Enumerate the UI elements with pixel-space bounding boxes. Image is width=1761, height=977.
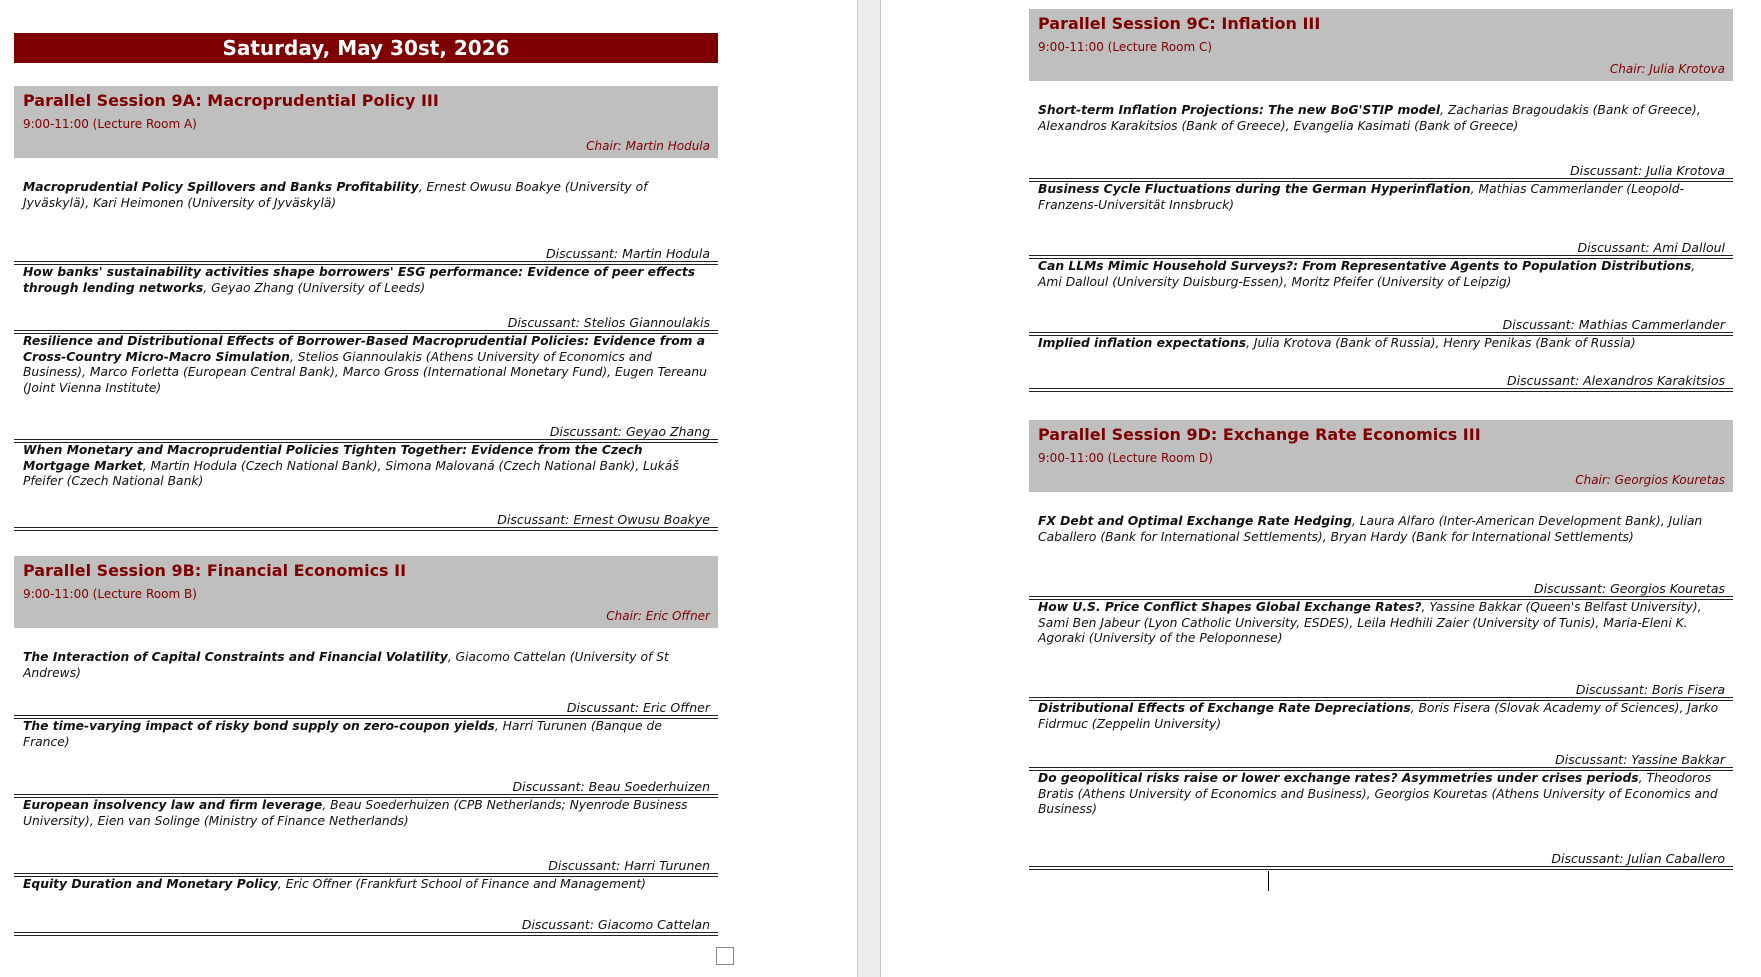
paper-entry <box>23 443 707 490</box>
session-header-9d <box>1029 420 1733 492</box>
paper-title: Can LLMs Mimic Household Surveys?: From Representative Agents to Population Distributions <box>1038 259 1692 273</box>
session-title: Parallel Session 9C: Inflation III <box>1038 14 1321 33</box>
paper-authors: , Martin Hodula (Czech National Bank), Simona Malovaná (Czech National Bank), Lukáš Pfeifer (Czech National Bank) <box>23 458 679 489</box>
divider-rule <box>1029 388 1733 392</box>
discussant-label: Discussant: Julia Krotova <box>1570 163 1725 178</box>
paper-title: Resilience and Distributional Effects of Borrower-Based Macroprudential Policies: Evidence from a Cross-Country Micro-Macro Simulation <box>23 334 706 364</box>
discussant-label: Discussant: Stelios Giannoulakis <box>507 315 710 330</box>
paper-entry <box>23 798 707 829</box>
paper-authors: , Harri Turunen (Banque de France) <box>23 719 662 749</box>
session-time: 9:00-11:00 (Lecture Room C) <box>1038 40 1213 54</box>
paper-title: Equity Duration and Monetary Policy <box>23 877 278 891</box>
paper-authors: , Eric Offner (Frankfurt School of Finance and Management) <box>277 877 646 891</box>
paper-authors: , Julia Krotova (Bank of Russia), Henry Penikas (Bank of Russia) <box>1246 336 1636 350</box>
date-banner: Saturday, May 30st, 2026 <box>14 33 718 63</box>
paper-entry <box>23 334 707 396</box>
session-time: 9:00-11:00 (Lecture Room B) <box>23 587 197 601</box>
discussant-label: Discussant: Boris Fisera <box>1575 682 1725 697</box>
paper-entry <box>1038 514 1722 545</box>
paper-title: European insolvency law and firm leverage <box>23 798 323 812</box>
paper-title: How banks' sustainability activities shape borrowers' ESG performance: Evidence of peer effects through lending networks <box>23 265 696 295</box>
divider-rule <box>14 527 718 531</box>
paper-entry <box>1038 336 1722 352</box>
paper-entry <box>1038 701 1722 732</box>
paper-authors: , Theodoros Bratis (Athens University of Economics and Business), Georgios Kouretas (Athens University of Economics and Business) <box>1038 771 1718 817</box>
session-title: Parallel Session 9A: Macroprudential Policy III <box>23 91 439 110</box>
paper-title: How U.S. Price Conflict Shapes Global Exchange Rates? <box>1038 600 1422 614</box>
session-chair: Chair: Martin Hodula <box>586 139 710 153</box>
paper-title: The Interaction of Capital Constraints and Financial Volatility <box>23 650 448 664</box>
session-header-9a <box>14 86 718 158</box>
paper-authors: , Laura Alfaro (Inter-American Development Bank), Julian Caballero (Bank for International Settlements), Bryan Hardy (Bank for International Settlements) <box>1038 514 1703 544</box>
discussant-label: Discussant: Georgios Kouretas <box>1533 581 1725 596</box>
discussant-label: Discussant: Harri Turunen <box>548 858 710 873</box>
session-chair: Chair: Julia Krotova <box>1609 62 1725 76</box>
discussant-label: Discussant: Giacomo Cattelan <box>521 917 710 932</box>
paper-authors: , Zacharias Bragoudakis (Bank of Greece), Alexandros Karakitsios (Bank of Greece), Evangelia Kasimati (Bank of Greece) <box>1038 103 1701 133</box>
paper-authors: , Stelios Giannoulakis (Athens University of Economics and Business), Marco Forletta (European Central Bank), Marco Gross (International Monetary Fund), Eugen Tereanu (Joint Vienna Institute) <box>23 349 707 395</box>
paper-entry <box>1038 259 1722 290</box>
paper-entry <box>23 265 707 296</box>
paper-authors: , Yassine Bakkar (Queen's Belfast University), Sami Ben Jabeur (Lyon Catholic University, ESDES), Leila Hedhili Zaier (University of Tunis), Maria-Eleni K. Agoraki (University of the Peloponnese) <box>1038 600 1702 646</box>
discussant-label: Discussant: Ami Dalloul <box>1577 240 1725 255</box>
discussant-label: Discussant: Geyao Zhang <box>549 424 710 439</box>
paper-authors: , Beau Soederhuizen (CPB Netherlands; Nyenrode Business University), Eien van Solinge (Ministry of Finance Netherlands) <box>23 798 688 828</box>
paper-entry <box>23 719 707 750</box>
paper-title: Implied inflation expectations <box>1038 336 1247 350</box>
discussant-label: Discussant: Beau Soederhuizen <box>512 779 710 794</box>
session-header-9b <box>14 556 718 628</box>
paper-entry <box>23 877 707 893</box>
discussant-label: Discussant: Eric Offner <box>566 700 710 715</box>
discussant-label: Discussant: Yassine Bakkar <box>1555 752 1725 767</box>
divider-rule <box>1029 866 1733 870</box>
session-chair: Chair: Georgios Kouretas <box>1575 473 1725 487</box>
paper-authors: , Giacomo Cattelan (University of St Andrews) <box>23 650 669 680</box>
paper-authors: , Ernest Owusu Boakye (University of Jyväskylä), Kari Heimonen (University of Jyväskylä) <box>23 180 648 210</box>
paper-authors: , Geyao Zhang (University of Leeds) <box>203 280 426 295</box>
paper-entry <box>23 180 707 211</box>
paper-entry <box>1038 600 1722 647</box>
paper-authors: , Mathias Cammerlander (Leopold-Franzens-Universität Innsbruck) <box>1038 182 1685 212</box>
session-title: Parallel Session 9D: Exchange Rate Economics III <box>1038 425 1481 444</box>
table-anchor-handle[interactable] <box>716 947 734 965</box>
discussant-label: Discussant: Ernest Owusu Boakye <box>497 512 710 527</box>
paper-title: Macroprudential Policy Spillovers and Banks Profitability <box>23 180 419 194</box>
discussant-label: Discussant: Julian Caballero <box>1551 851 1725 866</box>
paper-title: When Monetary and Macroprudential Policies Tighten Together: Evidence from the Czech Mortgage Market <box>23 443 643 473</box>
discussant-label: Discussant: Martin Hodula <box>546 246 710 261</box>
session-time: 9:00-11:00 (Lecture Room D) <box>1038 451 1213 465</box>
paper-authors: , Boris Fisera (Slovak Academy of Sciences), Jarko Fidrmuc (Zeppelin University) <box>1038 701 1719 731</box>
session-chair: Chair: Eric Offner <box>606 609 710 623</box>
discussant-label: Discussant: Mathias Cammerlander <box>1502 317 1725 332</box>
session-time: 9:00-11:00 (Lecture Room A) <box>23 117 197 131</box>
paper-authors: , Ami Dalloul (University Duisburg-Essen), Moritz Pfeifer (University of Leipzig) <box>1038 259 1696 289</box>
paper-entry <box>23 650 707 681</box>
page-gutter <box>857 0 881 977</box>
session-title: Parallel Session 9B: Financial Economics II <box>23 561 407 580</box>
paper-title: FX Debt and Optimal Exchange Rate Hedging <box>1038 514 1352 528</box>
paper-title: Business Cycle Fluctuations during the German Hyperinflation <box>1038 182 1471 196</box>
discussant-label: Discussant: Alexandros Karakitsios <box>1507 373 1725 388</box>
paper-entry <box>1038 182 1722 213</box>
paper-title: Short-term Inflation Projections: The new BoG'STIP model <box>1038 103 1441 117</box>
text-cursor <box>1268 871 1269 891</box>
paper-entry <box>1038 103 1722 134</box>
divider-rule <box>14 932 718 936</box>
paper-title: Do geopolitical risks raise or lower exchange rates? Asymmetries under crises periods <box>1038 771 1639 785</box>
session-header-9c <box>1029 9 1733 81</box>
paper-entry <box>1038 771 1722 818</box>
paper-title: The time-varying impact of risky bond supply on zero-coupon yields <box>23 719 495 733</box>
paper-title: Distributional Effects of Exchange Rate Depreciations <box>1038 701 1411 715</box>
